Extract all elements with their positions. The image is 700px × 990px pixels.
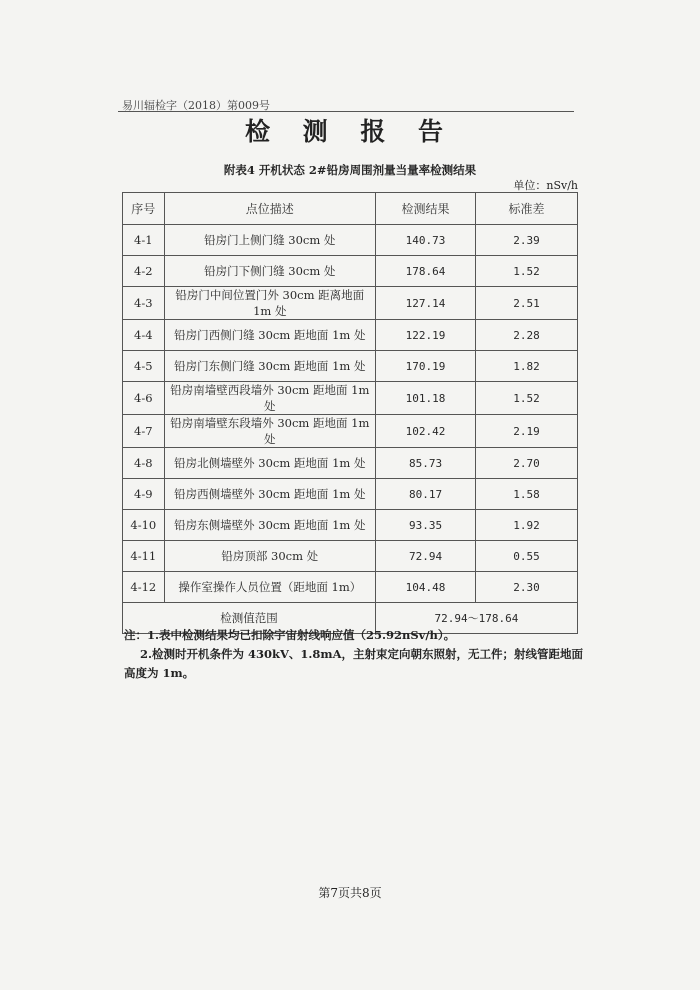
table-row	[123, 256, 578, 287]
column-header-result: 检测结果	[375, 193, 475, 225]
document-id: 易川辐检字（2018）第009号	[122, 99, 270, 112]
range-value: 72.94～178.64	[375, 603, 577, 634]
row-result: 85.73	[375, 448, 475, 479]
column-header-desc: 点位描述	[164, 193, 375, 225]
unit-label: 单位：nSv/h	[513, 179, 578, 192]
row-result: 127.14	[375, 287, 475, 320]
row-std: 0.55	[476, 541, 578, 572]
row-std: 2.51	[476, 287, 578, 320]
row-desc: 铅房南墙壁西段墙外 30cm 距地面 1m 处	[164, 382, 375, 415]
row-no: 4-3	[123, 287, 165, 320]
table-row	[123, 287, 578, 320]
row-desc: 铅房顶部 30cm 处	[164, 541, 375, 572]
row-std: 2.30	[476, 572, 578, 603]
row-result: 80.17	[375, 479, 475, 510]
row-desc: 铅房西侧墙壁外 30cm 距地面 1m 处	[164, 479, 375, 510]
row-desc: 铅房门西侧门缝 30cm 距地面 1m 处	[164, 320, 375, 351]
table-row	[123, 541, 578, 572]
table-row	[123, 382, 578, 415]
page-number: 第7页共8页	[318, 886, 382, 900]
table-row	[123, 415, 578, 448]
table-row	[123, 225, 578, 256]
note-2: 2.检测时开机条件为 430kV、1.8mA，主射束定向朝东照射，无工件；射线管距地面高度为 1m。	[124, 647, 583, 680]
row-desc: 铅房北侧墙壁外 30cm 距地面 1m 处	[164, 448, 375, 479]
table-header-row	[123, 193, 578, 225]
note-1: 注：1.表中检测结果均已扣除宇宙射线响应值（25.92nSv/h）。	[124, 628, 456, 642]
row-desc: 铅房南墙壁东段墙外 30cm 距地面 1m 处	[164, 415, 375, 448]
measurement-table	[122, 192, 578, 634]
row-no: 4-9	[123, 479, 165, 510]
row-no: 4-1	[123, 225, 165, 256]
row-result: 140.73	[375, 225, 475, 256]
row-no: 4-6	[123, 382, 165, 415]
row-std: 1.52	[476, 382, 578, 415]
table-caption: 附表4 开机状态 2#铅房周围剂量当量率检测结果	[223, 163, 477, 177]
row-result: 102.42	[375, 415, 475, 448]
row-std: 2.28	[476, 320, 578, 351]
row-no: 4-11	[123, 541, 165, 572]
row-result: 93.35	[375, 510, 475, 541]
row-no: 4-8	[123, 448, 165, 479]
row-std: 1.92	[476, 510, 578, 541]
row-std: 1.58	[476, 479, 578, 510]
row-std: 1.82	[476, 351, 578, 382]
table-row	[123, 572, 578, 603]
row-result: 178.64	[375, 256, 475, 287]
row-result: 104.48	[375, 572, 475, 603]
row-result: 170.19	[375, 351, 475, 382]
table-row	[123, 351, 578, 382]
row-result: 122.19	[375, 320, 475, 351]
row-result: 72.94	[375, 541, 475, 572]
row-std: 1.52	[476, 256, 578, 287]
row-desc: 铅房门下侧门缝 30cm 处	[164, 256, 375, 287]
row-desc: 铅房门东侧门缝 30cm 距地面 1m 处	[164, 351, 375, 382]
row-no: 4-12	[123, 572, 165, 603]
row-desc: 操作室操作人员位置（距地面 1m）	[164, 572, 375, 603]
row-std: 2.19	[476, 415, 578, 448]
row-desc: 铅房门中间位置门外 30cm 距离地面 1m 处	[164, 287, 375, 320]
row-desc: 铅房门上侧门缝 30cm 处	[164, 225, 375, 256]
row-no: 4-4	[123, 320, 165, 351]
row-no: 4-7	[123, 415, 165, 448]
table-row	[123, 510, 578, 541]
row-std: 2.70	[476, 448, 578, 479]
row-desc: 铅房东侧墙壁外 30cm 距地面 1m 处	[164, 510, 375, 541]
report-title: 检 测 报 告	[244, 117, 456, 146]
notes-section	[124, 626, 584, 683]
row-no: 4-5	[123, 351, 165, 382]
row-result: 101.18	[375, 382, 475, 415]
column-header-std: 标准差	[476, 193, 578, 225]
row-std: 2.39	[476, 225, 578, 256]
column-header-no: 序号	[123, 193, 165, 225]
table-row	[123, 448, 578, 479]
row-no: 4-2	[123, 256, 165, 287]
table-row	[123, 479, 578, 510]
row-no: 4-10	[123, 510, 165, 541]
range-label: 检测值范围	[123, 603, 376, 634]
table-row	[123, 320, 578, 351]
